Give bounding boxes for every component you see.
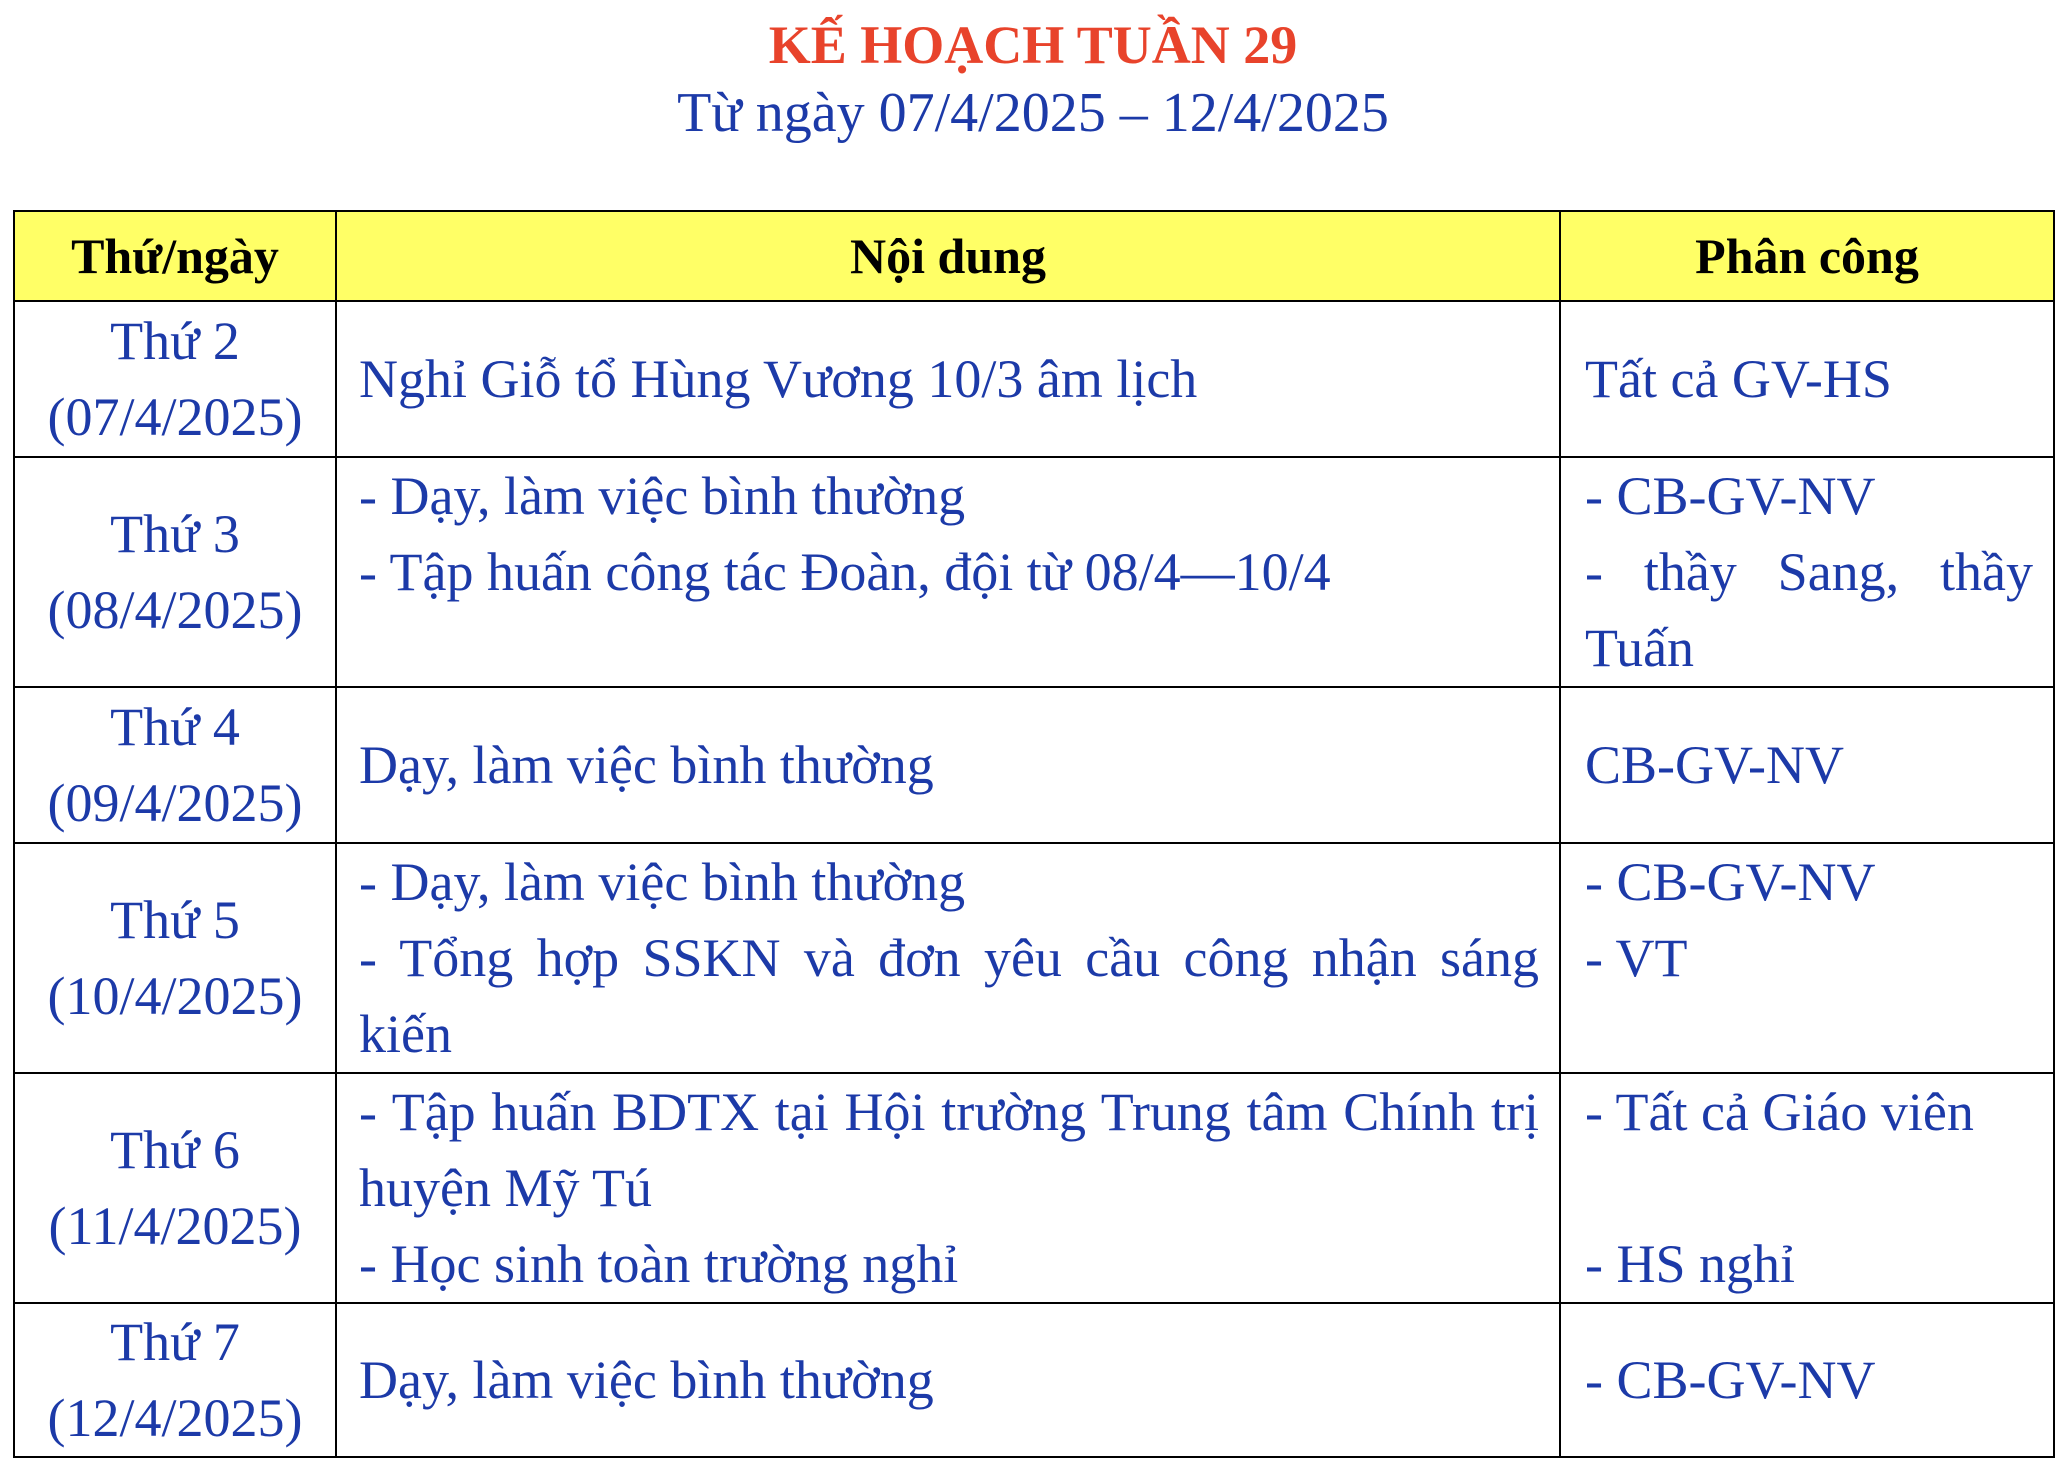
assignment-line: Tất cả GV-HS — [1585, 349, 1892, 409]
content-line: - Học sinh toàn trường nghỉ — [359, 1234, 959, 1294]
content-cell — [336, 301, 1560, 457]
table-row — [14, 687, 2054, 843]
assignment-cell — [1560, 301, 2054, 457]
assignment-line: - HS nghỉ — [1585, 1234, 1796, 1294]
table-row — [14, 1073, 2054, 1303]
assignment-line: - thầy Sang, thầy Tuấn — [1585, 542, 2033, 678]
day-cell — [14, 457, 336, 687]
content-cell — [336, 1073, 1560, 1303]
day-label: Thứ 5 — [110, 890, 240, 950]
assignment-cell — [1560, 843, 2054, 1073]
assignment-line: - VT — [1585, 928, 1688, 988]
content-cell — [336, 457, 1560, 687]
table-row — [14, 843, 2054, 1073]
assignment-cell — [1560, 1303, 2054, 1457]
day-label: Thứ 7 — [110, 1312, 240, 1372]
assignment-line: - CB-GV-NV — [1585, 466, 1876, 526]
day-cell — [14, 1303, 336, 1457]
content-cell — [336, 687, 1560, 843]
assignment-line: - Tất cả Giáo viên — [1585, 1082, 1974, 1142]
day-label: Thứ 6 — [110, 1120, 240, 1180]
assignment-cell — [1560, 457, 2054, 687]
column-header-content: Nội dung — [336, 211, 1560, 301]
content-line: Nghỉ Giỗ tổ Hùng Vương 10/3 âm lịch — [359, 349, 1198, 409]
day-label: Thứ 4 — [110, 697, 240, 757]
content-cell — [336, 1303, 1560, 1457]
assignment-line: - CB-GV-NV — [1585, 852, 1876, 912]
day-cell — [14, 687, 336, 843]
weekly-plan-table — [13, 210, 2055, 1458]
day-date: (07/4/2025) — [47, 387, 303, 447]
table-header-row — [14, 211, 2054, 301]
table-row — [14, 301, 2054, 457]
content-line: - Tổng hợp SSKN và đơn yêu cầu công nhận sáng kiến — [359, 928, 1539, 1064]
content-cell — [336, 843, 1560, 1073]
assignment-line: CB-GV-NV — [1585, 735, 1845, 795]
column-header-day: Thứ/ngày — [14, 211, 336, 301]
assignment-cell — [1560, 1073, 2054, 1303]
day-cell — [14, 1073, 336, 1303]
content-line: - Tập huấn công tác Đoàn, đội từ 08/4—10/4 — [359, 542, 1331, 602]
day-cell — [14, 843, 336, 1073]
column-header-assignment: Phân công — [1560, 211, 2054, 301]
day-label: Thứ 3 — [110, 504, 240, 564]
page-title: KẾ HOẠCH TUẦN 29 — [768, 15, 1298, 75]
content-line: Dạy, làm việc bình thường — [359, 735, 934, 795]
day-date: (12/4/2025) — [47, 1388, 303, 1448]
date-range-subtitle: Từ ngày 07/4/2025 – 12/4/2025 — [677, 82, 1389, 144]
content-line: Dạy, làm việc bình thường — [359, 1350, 934, 1410]
content-line: - Tập huấn BDTX tại Hội trường Trung tâm Chính trị huyện Mỹ Tú — [359, 1082, 1539, 1218]
assignment-line: - CB-GV-NV — [1585, 1350, 1876, 1410]
table-row — [14, 457, 2054, 687]
spacer — [1585, 1150, 2033, 1226]
day-date: (10/4/2025) — [47, 966, 303, 1026]
assignment-cell — [1560, 687, 2054, 843]
day-date: (08/4/2025) — [47, 580, 303, 640]
content-line: - Dạy, làm việc bình thường — [359, 466, 966, 526]
day-date: (09/4/2025) — [47, 773, 303, 833]
day-label: Thứ 2 — [110, 311, 240, 371]
content-line: - Dạy, làm việc bình thường — [359, 852, 966, 912]
day-cell — [14, 301, 336, 457]
table-row — [14, 1303, 2054, 1457]
day-date: (11/4/2025) — [48, 1196, 302, 1256]
